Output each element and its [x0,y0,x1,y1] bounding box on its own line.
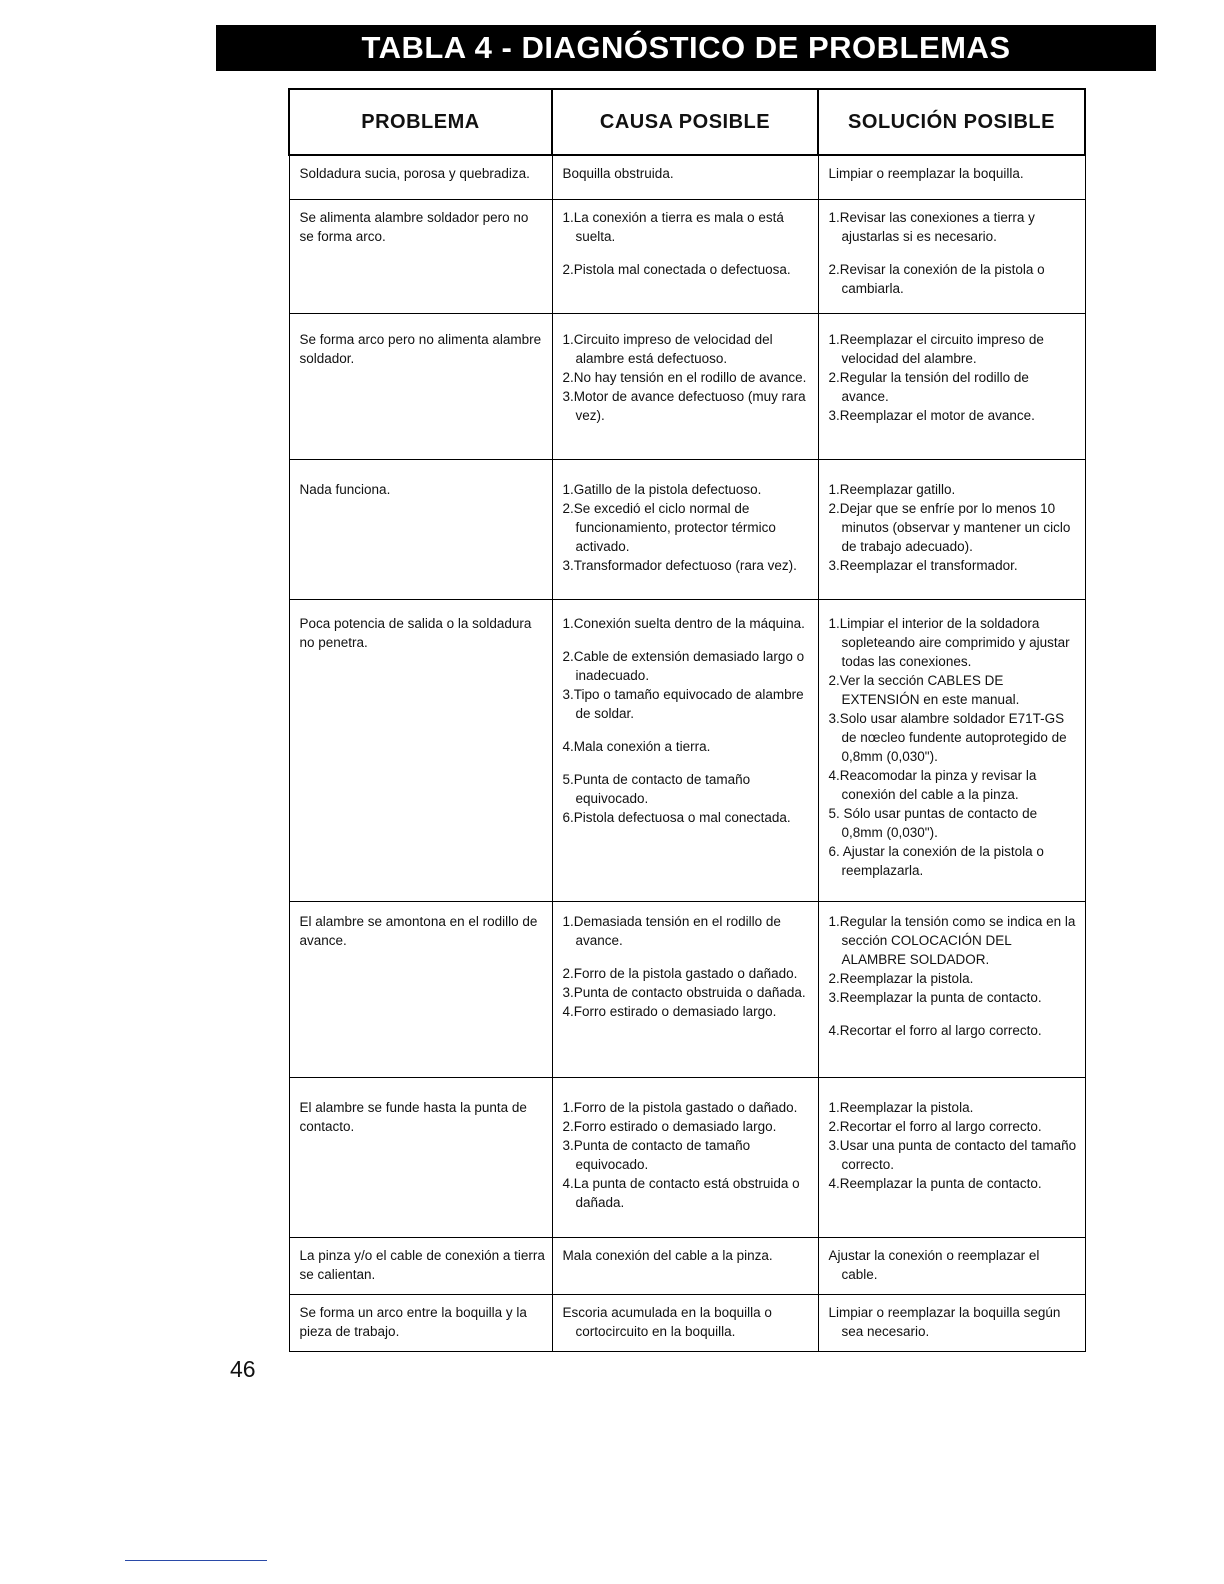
cause-item: 6.Pistola defectuosa o mal conectada. [562,809,791,825]
cause-item: 3.Tipo o tamaño equivocado de alambre de soldar. [562,686,804,721]
solution-item: 1.Reemplazar la pistola. [828,1099,974,1115]
cause-item: 1.Demasiada tensión en el rodillo de avance. [562,913,781,948]
table-row [289,1077,1085,1237]
cause-item: 1.Circuito impreso de velocidad del alambre está defectuoso. [562,331,773,366]
problem-cell: Se forma arco pero no alimenta alambre soldador. [289,313,552,459]
solution-item: 5. Sólo usar puntas de contacto de 0,8mm (0,030"). [828,805,1038,840]
table-row [289,901,1085,1077]
cause-item: 4.Forro estirado o demasiado largo. [562,1003,777,1019]
problem-cell: Se forma un arco entre la boquilla y la pieza de trabajo. [289,1294,552,1351]
cause-cell [552,1294,818,1351]
cause-item: 1.Gatillo de la pistola defectuoso. [562,481,762,497]
cause-item: 2.No hay tensión en el rodillo de avance. [562,369,807,385]
cause-item: 5.Punta de contacto de tamaño equivocado. [562,771,751,806]
page-number: 46 [230,1356,256,1382]
cause-cell [552,901,818,1077]
cause-item: 1.Conexión suelta dentro de la máquina. [562,615,805,631]
solution-item: 2.Revisar la conexión de la pistola o cambiarla. [828,261,1045,296]
solution-cell [818,599,1085,901]
cause-cell [552,199,818,313]
solution-cell [818,155,1085,199]
solution-item: 1.Regular la tensión como se indica en la sección COLOCACIÓN DEL ALAMBRE SOLDADOR. [828,913,1076,967]
solution-cell [818,901,1085,1077]
table-row [289,155,1085,199]
solution-item: 1.Limpiar el interior de la soldadora sopleteando aire comprimido y ajustar todas las conexiones. [828,615,1070,669]
table-row [289,459,1085,599]
cause-cell [552,459,818,599]
cause-item: 2.Pistola mal conectada o defectuosa. [562,261,791,277]
cause-item: Boquilla obstruida. [562,166,674,181]
header-cause: CAUSA POSIBLE [552,89,818,155]
cause-item: 1.Forro de la pistola gastado o dañado. [562,1099,798,1115]
solution-item: 4.Reacomodar la pinza y revisar la conexión del cable a la pinza. [828,767,1037,802]
cause-item: 2.Se excedió el ciclo normal de funcionamiento, protector térmico activado. [562,500,776,554]
cause-item: 3.Punta de contacto de tamaño equivocado. [562,1137,751,1172]
cause-item: 4.Mala conexión a tierra. [562,738,711,754]
cause-item: 1.La conexión a tierra es mala o está suelta. [562,209,784,244]
problem-cell: Nada funciona. [289,459,552,599]
table-row [289,599,1085,901]
cause-item: 2.Forro estirado o demasiado largo. [562,1118,777,1134]
solution-item: 2.Dejar que se enfríe por lo menos 10 minutos (observar y mantener un ciclo de trabajo adecuado). [828,500,1071,554]
solution-cell [818,1237,1085,1294]
table-header-row [289,89,1085,155]
problem-cell: Soldadura sucia, porosa y quebradiza. [289,155,552,199]
cause-item: Mala conexión del cable a la pinza. [562,1247,773,1263]
solution-item: 2.Reemplazar la pistola. [828,970,974,986]
header-problem: PROBLEMA [289,89,552,155]
cause-item: 2.Forro de la pistola gastado o dañado. [562,965,798,981]
cause-item: 2.Cable de extensión demasiado largo o inadecuado. [562,648,805,683]
header-solution: SOLUCIÓN POSIBLE [818,89,1085,155]
solution-item: 2.Ver la sección CABLES DE EXTENSIÓN en este manual. [828,672,1020,707]
cause-cell [552,599,818,901]
solution-item: 4.Reemplazar la punta de contacto. [828,1175,1042,1191]
solution-item: 2.Recortar el forro al largo correcto. [828,1118,1042,1134]
cause-cell [552,155,818,199]
solution-item: 1.Reemplazar el circuito impreso de velocidad del alambre. [828,331,1044,366]
cause-cell [552,1237,818,1294]
table-row [289,313,1085,459]
solution-item: 6. Ajustar la conexión de la pistola o reemplazarla. [828,843,1044,878]
cause-item: 3.Motor de avance defectuoso (muy rara vez). [562,388,806,423]
table-row [289,1294,1085,1351]
solution-cell [818,199,1085,313]
cause-cell [552,1077,818,1237]
solution-item: Ajustar la conexión o reemplazar el cable. [828,1247,1040,1282]
table-row [289,199,1085,313]
solution-item: 2.Regular la tensión del rodillo de avance. [828,369,1029,404]
cause-item: 3.Transformador defectuoso (rara vez). [562,557,797,573]
problem-cell: Se alimenta alambre soldador pero no se forma arco. [289,199,552,313]
cause-cell [552,313,818,459]
solution-item: 3.Usar una punta de contacto del tamaño correcto. [828,1137,1077,1172]
solution-item: 3.Reemplazar el transformador. [828,557,1018,573]
solution-item: 3.Reemplazar el motor de avance. [828,407,1035,423]
cause-item: Escoria acumulada en la boquilla o cortocircuito en la boquilla. [562,1304,772,1339]
table-row [289,1237,1085,1294]
solution-cell [818,313,1085,459]
solution-cell [818,1077,1085,1237]
footer-divider [125,1560,267,1561]
solution-item: 3.Reemplazar la punta de contacto. [828,989,1042,1005]
problem-cell: El alambre se funde hasta la punta de contacto. [289,1077,552,1237]
solution-item: 3.Solo usar alambre soldador E71T-GS de nœcleo fundente autoprotegido de 0,8mm (0,030"). [828,710,1067,764]
cause-item: 3.Punta de contacto obstruida o dañada. [562,984,806,1000]
solution-item: 4.Recortar el forro al largo correcto. [828,1022,1042,1038]
problem-cell: La pinza y/o el cable de conexión a tierra se calientan. [289,1237,552,1294]
solution-item: Limpiar o reemplazar la boquilla. [828,166,1024,181]
solution-cell [818,459,1085,599]
cause-item: 4.La punta de contacto está obstruida o dañada. [562,1175,800,1210]
solution-cell [818,1294,1085,1351]
solution-item: 1.Revisar las conexiones a tierra y ajustarlas si es necesario. [828,209,1035,244]
problem-cell: Poca potencia de salida o la soldadura no penetra. [289,599,552,901]
table-title-banner: TABLA 4 - DIAGNÓSTICO DE PROBLEMAS [216,25,1156,71]
troubleshooting-table [288,88,1086,1352]
problem-cell: El alambre se amontona en el rodillo de avance. [289,901,552,1077]
solution-item: Limpiar o reemplazar la boquilla según sea necesario. [828,1304,1061,1339]
solution-item: 1.Reemplazar gatillo. [828,481,956,497]
